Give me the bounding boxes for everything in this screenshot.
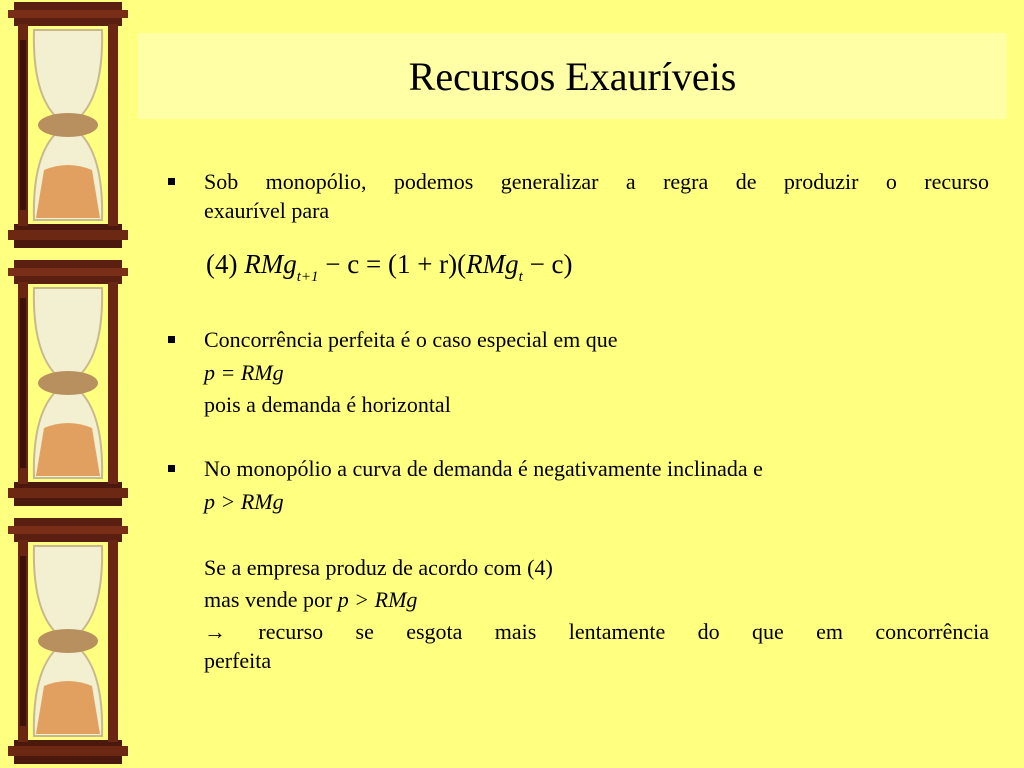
square-bullet-icon (168, 336, 175, 343)
square-bullet-icon (168, 465, 175, 472)
hourglass-icon (4, 258, 132, 508)
formula-label: (4) (206, 249, 238, 279)
formula-lhs-sub: t+1 (296, 269, 319, 285)
formula-4 (206, 248, 573, 293)
formula-end: − c) (529, 249, 573, 279)
bullet-2-math: p = RMg (204, 360, 284, 385)
conclusion-line-4: perfeita (204, 648, 272, 673)
formula-lhs-var: RMg (244, 249, 297, 279)
bullet-3-line-1: No monopólio a curva de demanda é negativamente inclinada e (204, 456, 763, 481)
conclusion-line-3: → recurso se esgota mais lentamente do que em concorrência (204, 619, 989, 644)
bullet-1-line-2: exaurível para (204, 198, 330, 223)
formula-middle: − c = (1 + r)( (325, 249, 467, 279)
page-title: Recursos Exauríveis (408, 54, 737, 99)
hourglass-icon (4, 516, 132, 766)
conclusion-line-1: Se a empresa produz de acordo com (4) (204, 555, 553, 580)
bullet-2-line-3: pois a demanda é horizontal (204, 392, 451, 417)
square-bullet-icon (168, 178, 175, 185)
conclusion-line-2-math: p > RMg (337, 587, 418, 612)
formula-rhs-var: RMg (466, 249, 519, 279)
conclusion-line-2 (204, 587, 417, 613)
formula-rhs-sub: t (518, 269, 523, 285)
hourglass-icon (4, 0, 132, 250)
bullet-2-line-1: Concorrência perfeita é o caso especial em que (204, 327, 618, 352)
bullet-1-line-1: Sob monopólio, podemos generalizar a regra de produzir o recurso (204, 169, 989, 194)
conclusion-line-2-text: mas vende por (204, 587, 338, 612)
bullet-3-math: p > RMg (204, 489, 284, 514)
title-band (138, 33, 1007, 119)
